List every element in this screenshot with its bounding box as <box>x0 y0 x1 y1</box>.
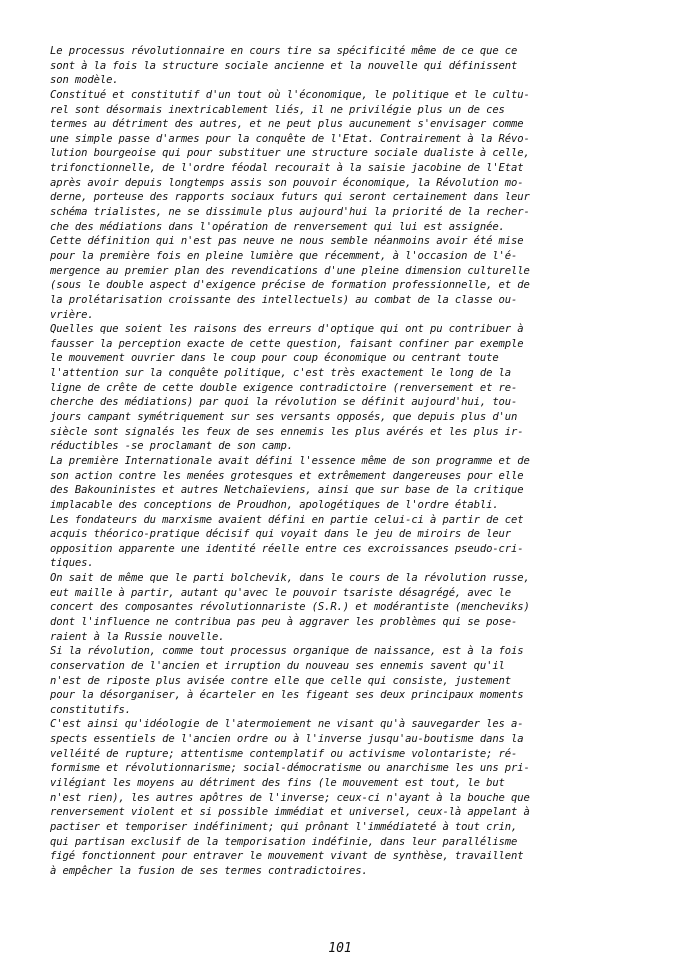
text-line: acquis théorico-pratique décisif qui voyait dans le jeu de miroirs de leur <box>50 528 512 541</box>
text-line: la prolétarisation croissante des intellectuels) au combat de la classe ou- <box>50 293 518 306</box>
text-line: une simple passe d'armes pour la conquête de l'Etat. Contrairement à la Révo- <box>50 132 530 145</box>
text-line: cherche des médiations) par quoi la révolution se définit aujourd'hui, tou- <box>50 396 518 409</box>
text-line: (sous le double aspect d'exigence précise de formation professionnelle, et de <box>50 279 530 292</box>
text-line: mergence au premier plan des revendications d'une pleine dimension culturelle <box>50 264 530 277</box>
text-line: Cette définition qui n'est pas neuve ne nous semble néanmoins avoir été mise <box>50 235 524 248</box>
text-line: Si la révolution, comme tout processus organique de naissance, est à la fois <box>50 645 524 658</box>
text-line: trifonctionnelle, de l'ordre féodal recourait à la saisie jacobine de l'Etat <box>50 162 524 175</box>
text-line: n'est rien), les autres apôtres de l'inverse; ceux-ci n'ayant à la bouche que <box>50 791 530 804</box>
text-line: réductibles -se proclamant de son camp. <box>50 440 293 453</box>
text-line: renversement violent et si possible immédiat et universel, ceux-là appelant à <box>50 806 530 819</box>
text-line: Constitué et constitutif d'un tout où l'économique, le politique et le cultu- <box>50 88 530 101</box>
text-line: son modèle. <box>50 74 119 87</box>
text-line: Quelles que soient les raisons des erreurs d'optique qui ont pu contribuer à <box>50 323 524 336</box>
text-line: formisme et révolutionnarisme; social-démocratisme ou anarchisme les uns pri- <box>50 762 530 775</box>
text-line: schéma trialistes, ne se dissimule plus aujourd'hui la priorité de la recher- <box>50 206 530 219</box>
text-line: siècle sont signalés les feux de ses ennemis les plus avérés et les plus ir- <box>50 425 524 438</box>
text-line: à empêcher la fusion de ses termes contradictoires. <box>50 864 368 877</box>
text-line: eut maille à partir, autant qu'avec le pouvoir tsariste désagrégé, avec le <box>50 586 512 599</box>
text-line: vrière. <box>50 308 94 321</box>
text-line: termes au détriment des autres, et ne peut plus aucunement s'envisager comme <box>50 118 524 131</box>
text-line: fausser la perception exacte de cette question, faisant confiner par exemple <box>50 337 524 350</box>
text-line: La première Internationale avait défini l'essence même de son programme et de <box>50 454 530 467</box>
text-line: Le processus révolutionnaire en cours tire sa spécificité même de ce que ce <box>50 45 518 57</box>
text-line: C'est ainsi qu'idéologie de l'atermoiement ne visant qu'à sauvegarder les a- <box>50 718 524 731</box>
text-line: pour la première fois en pleine lumière que récemment, à l'occasion de l'é- <box>50 249 518 262</box>
text-line: opposition apparente une identité réelle entre ces excroissances pseudo-cri- <box>50 542 524 555</box>
text-line: figé fonctionnent pour entraver le mouvement vivant de synthèse, travaillent <box>50 850 524 863</box>
text-line: rel sont désormais inextricablement liés, il ne privilégie plus un de ces <box>50 103 505 116</box>
text-line: n'est de riposte plus avisée contre elle que celle qui consiste, justement <box>50 674 512 687</box>
text-line: spects essentiels de l'ancien ordre ou à l'inverse jusqu'au-boutisme dans la <box>50 733 524 746</box>
text-line: qui partisan exclusif de la temporisation indéfinie, dans leur parallélisme <box>50 835 518 848</box>
text-line: Les fondateurs du marxisme avaient défini en partie celui-ci à partir de cet <box>50 513 524 526</box>
text-line: des Bakouninistes et autres Netchaïeviens, ainsi que sur base de la critique <box>50 484 524 497</box>
text-line: pour la désorganiser, à écarteler en les figeant ses deux principaux moments <box>50 689 524 702</box>
text-line: ligne de crête de cette double exigence contradictoire (renversement et re- <box>50 381 518 394</box>
text-line: concert des composantes révolutionnariste (S.R.) et modérantiste (mencheviks) <box>50 601 530 614</box>
text-line: lution bourgeoise qui pour substituer une structure sociale dualiste à celle, <box>50 147 530 160</box>
page-body <box>50 44 636 924</box>
text-line: constitutifs. <box>50 703 131 716</box>
text-line: velléité de rupture; attentisme contemplatif ou activisme volontariste; ré- <box>50 747 518 760</box>
text-line: pactiser et temporiser indéfiniment; qui prônant l'immédiateté à tout crin, <box>50 820 518 833</box>
text-line: vilégiant les moyens au détriment des fins (le mouvement est tout, le but <box>50 777 505 790</box>
page-number: 101 <box>328 941 352 956</box>
text-line: son action contre les menées grotesques et extrêmement dangereuses pour elle <box>50 469 524 482</box>
text-line: derne, porteuse des rapports sociaux futurs qui seront certainement dans leur <box>50 191 530 204</box>
text-line: che des médiations dans l'opération de renversement qui lui est assignée. <box>50 220 505 233</box>
text-line: On sait de même que le parti bolchevik, dans le cours de la révolution russe, <box>50 572 530 585</box>
text-line: dont l'influence ne contribua pas peu à aggraver les problèmes qui se pose- <box>50 615 518 628</box>
text-line: tiques. <box>50 557 94 570</box>
text-line: implacable des conceptions de Proudhon, apologétiques de l'ordre établi. <box>50 498 499 511</box>
text-line: l'attention sur la conquête politique, c'est très exactement le long de la <box>50 367 512 380</box>
text-line: le mouvement ouvrier dans le coup pour coup économique ou centrant toute <box>50 352 499 365</box>
text-line: raient à la Russie nouvelle. <box>50 630 225 643</box>
text-line: jours campant symétriquement sur ses versants opposés, que depuis plus d'un <box>50 411 518 424</box>
text-line: conservation de l'ancien et irruption du nouveau ses ennemis savent qu'il <box>50 659 505 672</box>
text-line: après avoir depuis longtemps assis son pouvoir économique, la Révolution mo- <box>50 176 524 189</box>
text-line: sont à la fois la structure sociale ancienne et la nouvelle qui définissent <box>50 59 518 72</box>
